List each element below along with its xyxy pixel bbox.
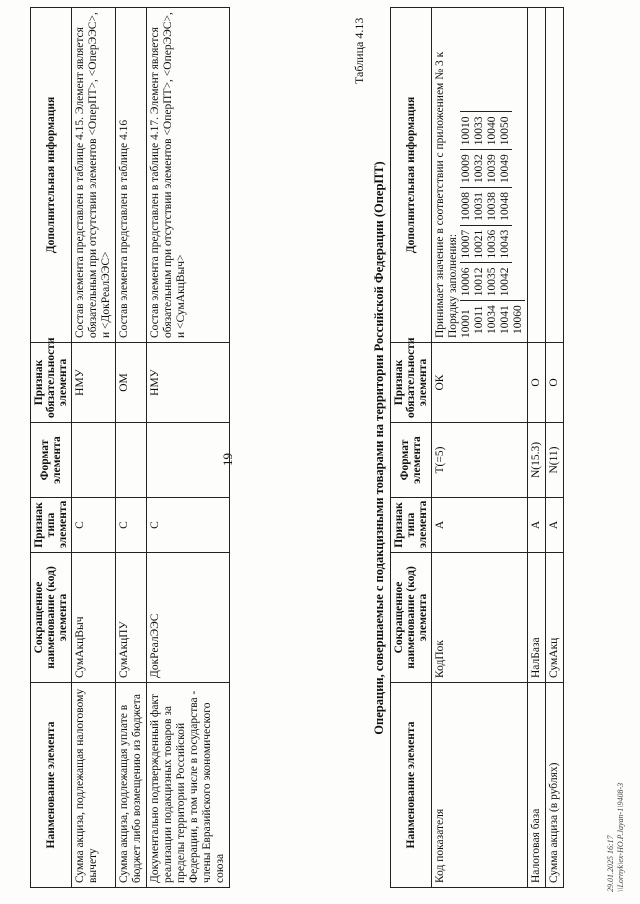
code-value: 10034 — [486, 300, 499, 338]
cell-info: Состав элемента представлен в таблице 4.17. Элемент является обязательным при отсутствии элементов <ОперПТ>, <ОперЭЭС>, и <СумАкцВыч> — [147, 8, 230, 343]
header-type: Признак типа элемента — [31, 498, 72, 553]
cell-format — [72, 423, 116, 498]
cell-code: ДокРеалЭЭС — [147, 553, 230, 683]
cell-type: С — [147, 498, 230, 553]
cell-format: T(=5) — [432, 423, 528, 498]
table-header-row — [31, 8, 72, 888]
table-label: Таблица 4.13 — [352, 17, 366, 84]
cell-code: НалБаза — [528, 553, 546, 683]
table-row — [546, 8, 564, 888]
cell-name: Сумма акциза (в рублях) — [546, 683, 564, 888]
code-list — [460, 12, 525, 338]
table-row — [432, 8, 528, 888]
elements-table-continued — [30, 7, 230, 888]
header-code: Сокращенное наименование (код) элемента — [391, 553, 432, 683]
code-value: 10038 — [486, 187, 499, 225]
cell-code: КодПок — [432, 553, 528, 683]
stamp-date: 29.01.2025 16:17 — [606, 835, 615, 892]
header-info: Дополнительная информация — [31, 8, 72, 343]
cell-info: Состав элемента представлен в таблице 4.15. Элемент является обязательным при отсутствии элементов <ОперПТ>, <ОперЭЭС>, и <ДокРеалЭЭС> — [72, 8, 116, 343]
cell-format: N(11) — [546, 423, 564, 498]
operations-table — [390, 7, 564, 888]
code-value: 10060 — [512, 300, 525, 338]
header-format: Формат элемента — [391, 423, 432, 498]
info-text: Принимает значение в соответствии с приложением № 3 к Порядку заполнения: — [434, 51, 459, 338]
code-value: 10021 — [473, 225, 486, 263]
cell-code: СумАкц — [546, 553, 564, 683]
code-value: 10049 — [499, 149, 512, 187]
code-value: 10012 — [473, 263, 486, 301]
cell-type: А — [528, 498, 546, 553]
table-row — [147, 8, 230, 888]
code-value: 10009 — [460, 149, 473, 187]
page-number: 19 — [220, 453, 235, 466]
table-header-row — [391, 8, 432, 888]
header-info: Дополнительная информация — [391, 8, 432, 343]
cell-required: НМУ — [72, 343, 116, 423]
stamp-path: \\Lornyk\ex-HO.P.Jayan-1\9408-3 — [616, 782, 625, 892]
code-value: 10032 — [473, 149, 486, 187]
cell-required: НМУ — [147, 343, 230, 423]
header-code: Сокращенное наименование (код) элемента — [31, 553, 72, 683]
code-value: 10006 — [460, 263, 473, 301]
cell-name: Код показателя — [432, 683, 528, 888]
code-value: 10033 — [473, 112, 486, 150]
code-value: 10031 — [473, 187, 486, 225]
cell-type: А — [546, 498, 564, 553]
header-format: Формат элемента — [31, 423, 72, 498]
code-value: 10050 — [499, 112, 512, 150]
code-value: 10001 — [460, 300, 473, 338]
code-value: 10039 — [486, 149, 499, 187]
cell-name: Сумма акциза, подлежащая уплате в бюджет либо возмещению из бюджета — [116, 683, 147, 888]
code-value: 10007 — [460, 225, 473, 263]
cell-info — [432, 8, 528, 343]
cell-code: СумАкцПУ — [116, 553, 147, 683]
cell-format: N(15.3) — [528, 423, 546, 498]
code-value: 10010 — [460, 112, 473, 150]
cell-info — [528, 8, 546, 343]
cell-required: ОМ — [116, 343, 147, 423]
header-required: Признак обязательности элемента — [31, 343, 72, 423]
code-value: 10048 — [499, 187, 512, 225]
table-row — [116, 8, 147, 888]
table-title: Операции, совершаемые с подакцизными товарами на территории Российской Федерации (ОперПТ) — [372, 161, 386, 735]
cell-info: Состав элемента представлен в таблице 4.16 — [116, 8, 147, 343]
cell-type: А — [432, 498, 528, 553]
cell-type: С — [116, 498, 147, 553]
cell-name: Сумма акциза, подлежащая налоговому вычету — [72, 683, 116, 888]
cell-name: Документально подтвержденный факт реализации подакцизных товаров за пределы территории Российской Федерации, в том числе в государства - члены Евразийского экономического союза — [147, 683, 230, 888]
code-value: 10043 — [499, 225, 512, 263]
code-value: 10008 — [460, 187, 473, 225]
cell-code: СумАкцВыч — [72, 553, 116, 683]
code-value: 10041 — [499, 300, 512, 338]
code-value: 10040 — [486, 112, 499, 150]
header-type: Признак типа элемента — [391, 498, 432, 553]
header-required: Признак обязательности элемента — [391, 343, 432, 423]
cell-required: О — [546, 343, 564, 423]
code-value: 10035 — [486, 263, 499, 301]
cell-required: О — [528, 343, 546, 423]
header-name: Наименование элемента — [391, 683, 432, 888]
header-name: Наименование элемента — [31, 683, 72, 888]
cell-name: Налоговая база — [528, 683, 546, 888]
cell-type: С — [72, 498, 116, 553]
table-row — [72, 8, 116, 888]
code-value: 10042 — [499, 263, 512, 301]
cell-required: ОК — [432, 343, 528, 423]
cell-format — [147, 423, 230, 498]
table-row — [528, 8, 546, 888]
code-value: 10036 — [486, 225, 499, 263]
print-stamp — [606, 783, 626, 892]
code-value: 10011 — [473, 300, 486, 338]
cell-info — [546, 8, 564, 343]
cell-format — [116, 423, 147, 498]
